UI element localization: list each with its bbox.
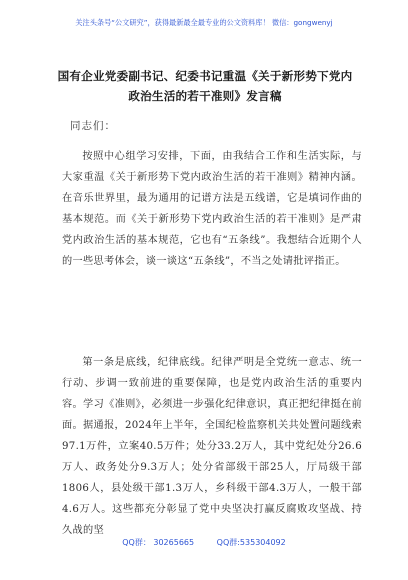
footer-qq-group-1: QQ群： 30265665 — [122, 538, 195, 547]
salutation: 同志们： — [70, 120, 116, 132]
footer-contacts — [0, 537, 408, 548]
title-line-2: 政治生活的若干准则》发言稿 — [128, 89, 282, 103]
paragraph-discipline: 第一条是底线，纪律底线。纪律严明是全党统一意志、统一行动、步调一致前进的重要保障，也是党内政治生活的重要内容。学习《准则》，必须进一步强化纪律意识，真正把纪律挺在前面。据通报，2024年上半年，全国纪检监察机关共处置问题线索97.1万件，立案40.5万件；处分33.2万人，其中党纪处分26.6万人、政务处分9.3万人；处分省部级干部25人，厅局级干部1806人，县处级干部1.3万人，乡科级干部4.3万人，一般干部4.6万人。这些都充分彰显了党中央坚决打赢反腐败攻坚战、持久战的坚 — [62, 357, 362, 536]
title-line-1: 国有企业党委副书记、纪委书记重温《关于新形势下党内 — [57, 69, 353, 83]
header-notice: 关注头条号“公文研究”，获得最新最全最专业的公文资料库！ 微信：gongwenyj — [75, 18, 333, 27]
footer-qq-group-2: QQ群:535304092 — [216, 538, 286, 547]
paragraph-intro: 按照中心组学习安排，下面，由我结合工作和生活实际，与大家重温《关于新形势下党内政治生活的若干准则》精神内涵。在音乐世界里，最为通用的记谱方法是五线谱，它是填词作曲的基本规范。而《关于新形势下党内政治生活的若干准则》是严肃党内政治生活的基本规范，它也有“五条线”。我想结合近期个人的一些思考体会，谈一谈这“五条线”，不当之处请批评指正。 — [62, 151, 362, 267]
document-title — [40, 66, 370, 106]
